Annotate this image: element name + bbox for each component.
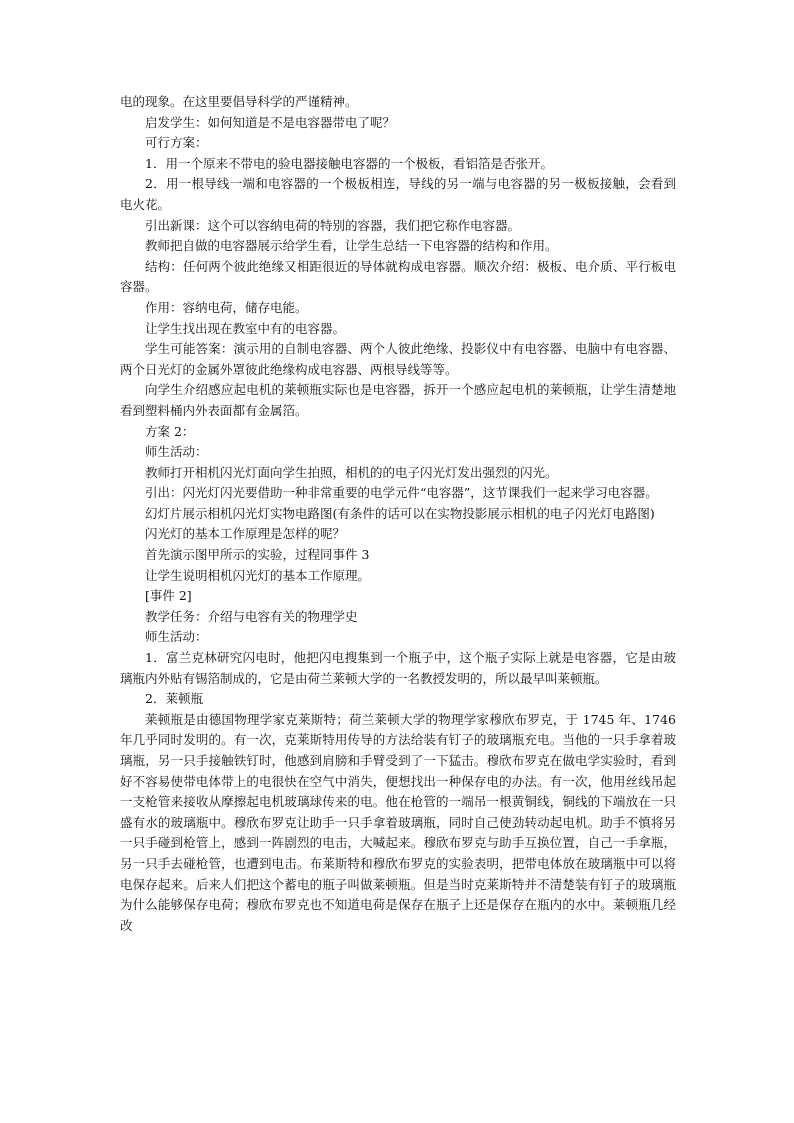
paragraph: 电的现象。在这里要倡导科学的严谨精神。 [120,94,358,109]
paragraph: 2．用一根导线一端和电容器的一个极板相连，导线的另一端与电容器的另一极板接触，会看到电火花。 [120,176,676,212]
paragraph: 莱顿瓶是由德国物理学家克莱斯特；荷兰莱顿大学的物理学家穆欣布罗克，于 1745 年、1746 年几乎同时发明的。有一次，克莱斯特用传导的方法给装有钉子的玻璃瓶充电。当他的一只手拿着玻璃瓶，另一只手接触铁钉时，他感到肩膀和手臂受到了一下猛击。穆欣布罗克在做电学实验时，看到好不容易使带电体带上的电很快在空气中消失，便想找出一种保存电的办法。有一次，他用丝线吊起一支枪管来接收从摩擦起电机玻璃球传来的电。他在枪管的一端吊一根黄铜线，铜线的下端放在一只盛有水的玻璃瓶中。穆欣布罗克让助手一只手拿着玻璃瓶，同时自己使劲转动起电机。助手不慎将另一只手碰到枪管上，感到一阵剧烈的电击，大喊起来。穆欣布罗克与助手互换位置，自己一手拿瓶，另一只手去碰枪管，也遭到电击。布莱斯特和穆欣布罗克的实验表明，把带电体放在玻璃瓶中可以将电保存起来。后来人们把这个蓄电的瓶子叫做莱顿瓶。但是当时克莱斯特并不清楚装有钉子的玻璃瓶为什么能够保存电荷；穆欣布罗克也不知道电荷是保存在瓶子上还是保存在瓶内的水中。莱顿瓶几经改 [120,711,676,933]
paragraph: 幻灯片展示相机闪光灯实物电路图(有条件的话可以在实物投影展示相机的电子闪光灯电路图) [145,505,655,521]
paragraph: 让学生找出现在教室中有的电容器。 [145,320,346,336]
paragraph: 作用：容纳电荷，储存电能。 [145,299,308,315]
paragraph: 学生可能答案：演示用的自制电容器、两个人彼此绝缘、投影仪中有电容器、电脑中有电容器、两个日光灯的金属外罩彼此绝缘构成电容器、两根导线等等。 [120,341,676,377]
paragraph: [事件 2] [145,588,192,604]
paragraph: 方案 2： [145,423,195,439]
paragraph: 引出：闪光灯闪光要借助一种非常重要的电学元件“电容器”，这节课我们一起来学习电容器。 [145,485,658,501]
paragraph: 教师打开相机闪光灯面向学生拍照，相机的的电子闪光灯发出强烈的闪光。 [145,464,558,480]
paragraph: 向学生介绍感应起电机的莱顿瓶实际也是电容器，拆开一个感应起电机的莱顿瓶，让学生清楚地看到塑料桶内外表面都有金属箔。 [120,382,676,418]
paragraph: 教学任务：介绍与电容有关的物理学史 [145,608,358,624]
paragraph: 教师把自做的电容器展示给学生看，让学生总结一下电容器的结构和作用。 [145,238,558,254]
paragraph: 让学生说明相机闪光灯的基本工作原理。 [145,567,371,583]
paragraph: 可行方案： [145,135,208,151]
paragraph: 1．用一个原来不带电的验电器接触电容器的一个极板，看铝箔是否张开。 [145,155,553,171]
paragraph: 1．富兰克林研究闪电时，他把闪电搜集到一个瓶子中，这个瓶子实际上就是电容器，它是由玻璃瓶内外贴有锡箔制成的，它是由荷兰莱顿大学的一名教授发明的，所以最早叫莱顿瓶。 [120,650,676,686]
document-body [120,92,676,936]
paragraph: 引出新课：这个可以容纳电荷的特别的容器，我们把它称作电容器。 [145,217,521,233]
paragraph: 结构：任何两个彼此绝缘又相距很近的导体就构成电容器。顺次介绍：极板、电介质、平行板电容器。 [120,258,676,295]
paragraph: 师生活动： [145,444,208,460]
paragraph: 首先演示图甲所示的实验，过程同事件 3 [145,547,370,563]
paragraph: 启发学生：如何知道是不是电容器带电了呢？ [145,114,396,130]
paragraph: 师生活动： [145,629,208,645]
paragraph: 2．莱顿瓶 [145,691,203,707]
paragraph: 闪光灯的基本工作原理是怎样的呢？ [145,526,346,542]
